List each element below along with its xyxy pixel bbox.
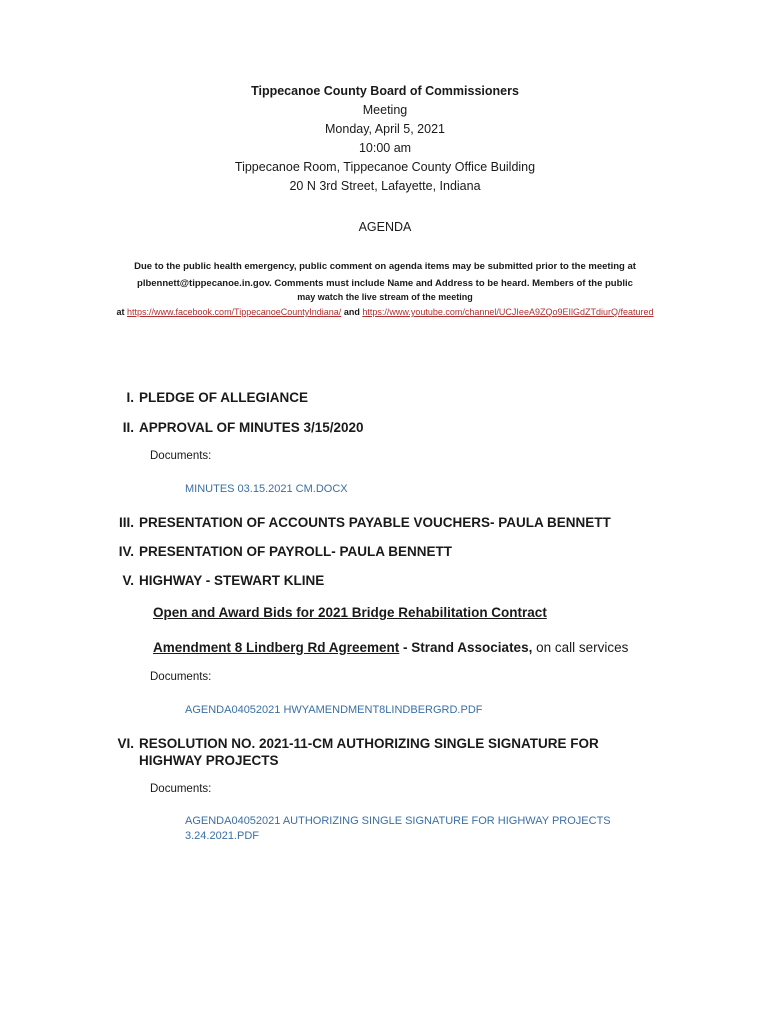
meeting-location: Tippecanoe Room, Tippecanoe County Office Building xyxy=(234,160,536,174)
item-number: IV. xyxy=(118,544,134,559)
amendment-title: Amendment 8 Lindberg Rd Agreement xyxy=(153,640,400,655)
meeting-type: Meeting xyxy=(362,103,408,117)
agenda-item-payroll xyxy=(110,543,452,560)
item-title: RESOLUTION NO. 2021-11-CM AUTHORIZING SINGLE SIGNATURE FOR xyxy=(139,736,599,751)
item-number: III. xyxy=(118,515,134,530)
item-number: I. xyxy=(126,390,134,405)
notice-line-1: Due to the public health emergency, public comment on agenda items may be submitted prior to the meeting at xyxy=(134,261,636,272)
notice-and: and xyxy=(343,307,360,317)
agenda-item-payables xyxy=(110,514,611,531)
highway-bids xyxy=(153,605,547,620)
doc-link-minutes[interactable]: MINUTES 03.15.2021 CM.DOCX xyxy=(185,483,348,495)
notice-links xyxy=(0,304,770,320)
item-title: HIGHWAY - STEWART KLINE xyxy=(139,573,325,588)
strand-associates: Strand Associates, xyxy=(411,640,533,655)
doc-link-single-signature[interactable] xyxy=(185,814,611,844)
bids-title: Open and Award Bids for 2021 Bridge Rehabilitation Contract xyxy=(153,605,547,620)
agenda-item-pledge xyxy=(110,389,308,406)
notice-line-2: plbennett@tippecanoe.in.gov. Comments must include Name and Address to be heard. Members of the public xyxy=(137,278,633,289)
notice-at: at xyxy=(116,307,125,317)
facebook-link[interactable]: https://www.facebook.com/TippecanoeCountyIndiana/ xyxy=(127,307,342,317)
documents-label: Documents: xyxy=(150,783,212,795)
item-number: II. xyxy=(122,420,134,435)
meeting-date: Monday, April 5, 2021 xyxy=(325,122,445,136)
board-title: Tippecanoe County Board of Commissioners xyxy=(251,84,519,98)
meeting-address: 20 N 3rd Street, Lafayette, Indiana xyxy=(289,179,481,193)
on-call-services: on call services xyxy=(532,640,629,655)
meeting-time: 10:00 am xyxy=(358,141,412,155)
item-number: VI. xyxy=(117,736,134,751)
youtube-link[interactable]: https://www.youtube.com/channel/UCJIeeA9ZQo9EIlGdZTdiurQ/featured xyxy=(362,307,654,317)
item-title-continued: HIGHWAY PROJECTS xyxy=(139,753,279,768)
notice-line-3: may watch the live stream of the meeting xyxy=(297,292,473,302)
item-title: PLEDGE OF ALLEGIANCE xyxy=(139,390,309,405)
amendment-separator: - xyxy=(399,640,412,655)
agenda-heading: AGENDA xyxy=(358,220,412,234)
item-title: PRESENTATION OF PAYROLL- PAULA BENNETT xyxy=(139,544,453,559)
item-title: APPROVAL OF MINUTES 3/15/2020 xyxy=(139,420,364,435)
doc-link-hwy-amendment[interactable]: AGENDA04052021 HWYAMENDMENT8LINDBERGRD.PDF xyxy=(185,704,483,716)
doc-link-line-2: 3.24.2021.PDF xyxy=(185,830,259,842)
item-number: V. xyxy=(122,573,134,588)
documents-label: Documents: xyxy=(150,671,212,683)
agenda-item-resolution xyxy=(110,735,599,769)
agenda-item-highway xyxy=(110,572,324,589)
highway-amendment xyxy=(153,640,628,655)
item-title: PRESENTATION OF ACCOUNTS PAYABLE VOUCHERS- PAULA BENNETT xyxy=(139,515,611,530)
agenda-item-minutes xyxy=(110,419,364,436)
doc-link-line-1: AGENDA04052021 AUTHORIZING SINGLE SIGNATURE FOR HIGHWAY PROJECTS xyxy=(185,815,611,827)
documents-label: Documents: xyxy=(150,450,212,462)
